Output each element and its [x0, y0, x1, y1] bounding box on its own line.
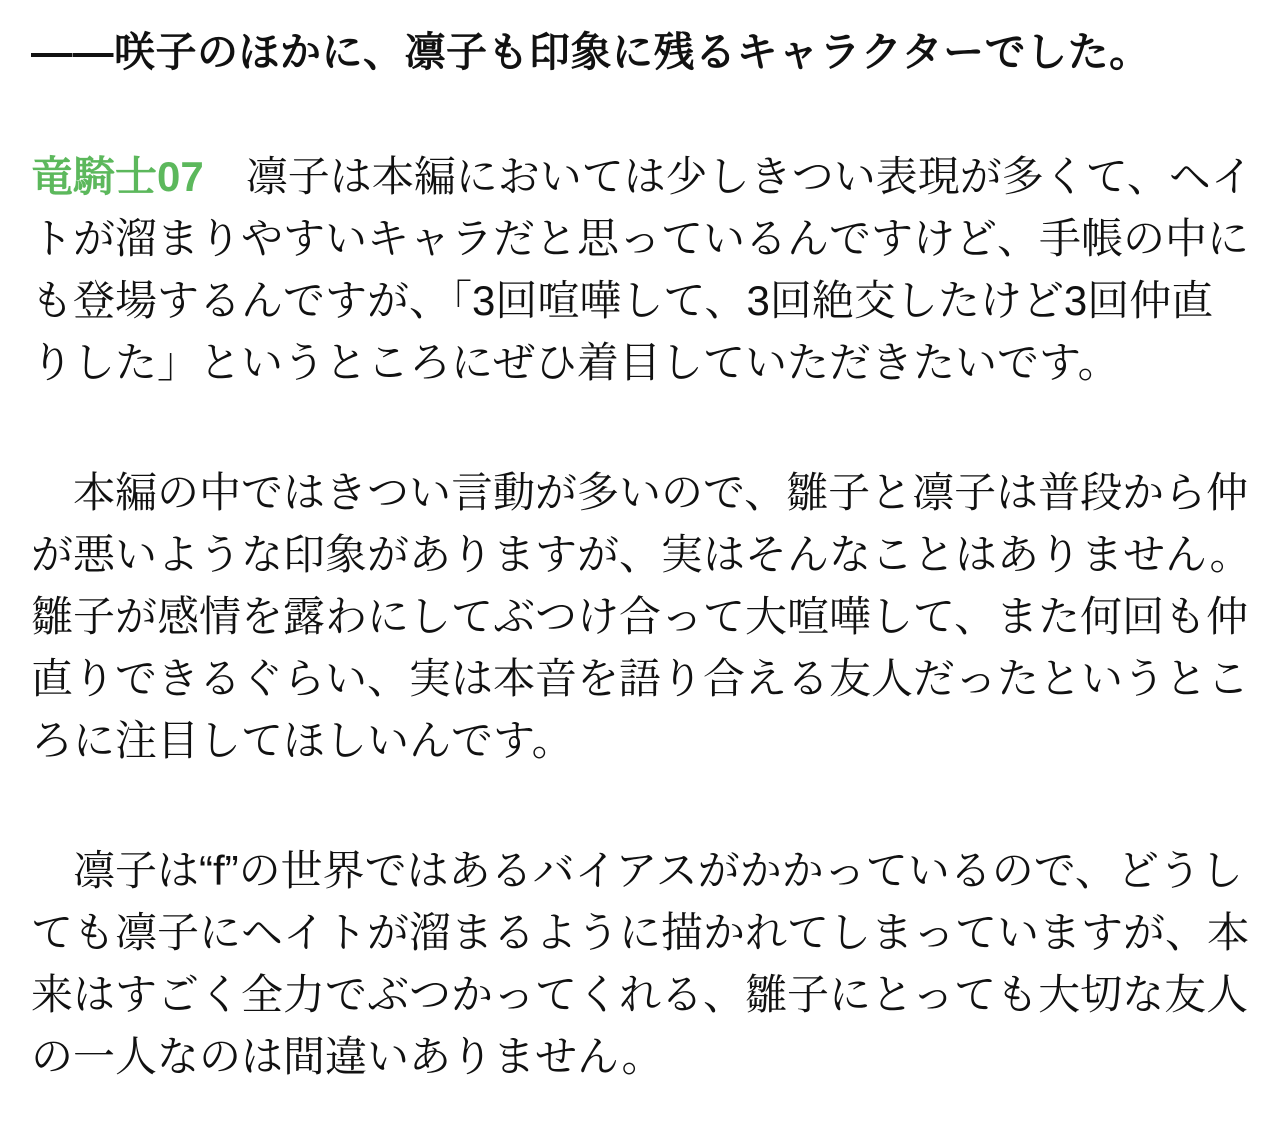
paragraph-line	[31, 146, 1256, 208]
paragraph-line: の一人なのは間違いありません。	[31, 1033, 664, 1080]
paragraph-line: りした」というところにぜひ着目していただきたいです。	[31, 339, 1120, 386]
paragraph-2	[31, 462, 1256, 772]
paragraph-line: 本編の中ではきつい言動が多いので、雛子と凛子は普段から仲	[31, 469, 1249, 516]
interviewer-question-heading: ——咲子のほかに、凛子も印象に残るキャラクターでした。	[31, 29, 1151, 75]
paragraph-line: 来はすごく全力でぶつかってくれる、雛子にとっても大切な友人	[31, 971, 1249, 1018]
paragraph-line: ろに注目してほしいんです。	[31, 717, 574, 764]
paragraph-line-text: 凛子は本編においては少しきつい表現が多くて、ヘイ	[203, 153, 1253, 200]
paragraph-line: が悪いような印象がありますが、実はそんなことはありません。	[31, 531, 1252, 578]
paragraph-line: 雛子が感情を露わにしてぶつけ合って大喧嘩して、また何回も仲	[31, 593, 1249, 640]
speaker-name: 竜騎士07	[31, 153, 204, 200]
paragraph-line: トが溜まりやすいキャラだと思っているんですけど、手帳の中に	[31, 215, 1250, 262]
paragraph-line: 直りできるぐらい、実は本音を語り合える友人だったというとこ	[31, 655, 1250, 702]
paragraph-1	[31, 146, 1256, 394]
paragraph-line: も登場するんですが、「3回喧嘩して、3回絶交したけど3回仲直	[31, 277, 1214, 324]
paragraph-3	[31, 840, 1256, 1088]
paragraph-line: 凛子は“f”の世界ではあるバイアスがかかっているので、どうし	[31, 847, 1243, 894]
paragraph-line: ても凛子にヘイトが溜まるように描かれてしまっていますが、本	[31, 909, 1250, 956]
